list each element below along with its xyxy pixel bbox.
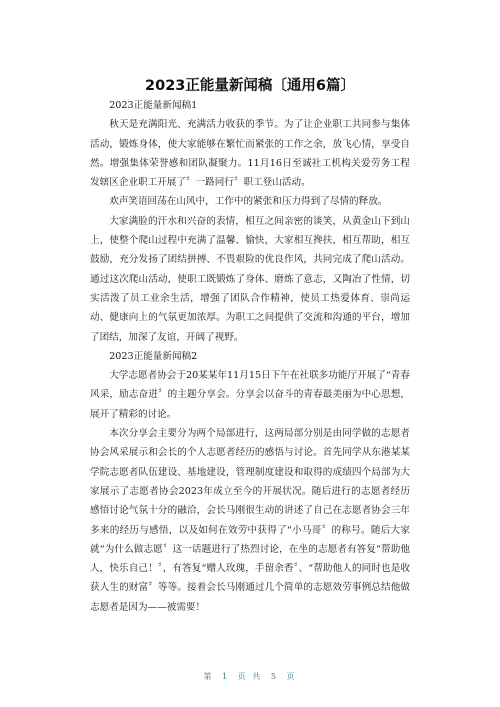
section-heading-1: 2023正能量新闻稿1 xyxy=(109,100,198,111)
section-heading-2: 2023正能量新闻稿2 xyxy=(109,350,198,362)
document-title: 2023正能量新闻稿〔通用6篇〕 xyxy=(145,78,355,94)
footer-prefix: 第 xyxy=(203,672,214,681)
paragraph: 大家满脸的汗水和兴奋的表情，相互之间亲密的谈笑，从黄金山下到山上，使整个爬山过程中充满了温馨、愉快，大家相互搀扶，相互帮助，相互鼓励，充分发扬了团结拼搏、不畏艰险的优良作风，共同完成了爬山活动。通过这次爬山活动，使职工既锻炼了身体、磨炼了意志，又陶冶了性情，切实活泼了员工业余生活，增强了团队合作精神，使员工热爱体育、崇尚运动、健康向上的气氛更加浓厚。为职工之间提供了交流和沟通的平台，增加了团结，加深了友谊，开阔了视野。 xyxy=(90,215,410,343)
page-number-footer xyxy=(0,671,500,683)
footer-suffix: 页 xyxy=(286,672,297,681)
paragraph: 大学志愿者协会于20某某年11月15日下午在社联多功能厅开展了“青春风采，励志奋进〞的主题分享会。分享会以奋斗的青春最美丽为中心思想，展开了精彩的讨论。 xyxy=(90,370,410,420)
document-body xyxy=(90,96,410,617)
paragraph: 本次分享会主要分为两个局部进行，这两局部分别是由同学做的志愿者协会风采展示和会长的个人志愿者经历的感悟与讨论。首先同学从东港某某学院志愿者队伍建设、基地建设，管理制度建设和取得的成绩四个局部为大家展示了志愿者协会2023年成立至今的开展状况。随后进行的志愿者经历感悟讨论气氛十分的融洽，会长马刚很生动的讲述了自己在志愿者协会三年多来的经历与感悟，以及如何在效劳中获得了“小马哥〞的称号。随后大家就“为什么做志愿〞这一话题进行了热烈讨论，在坐的志愿者有答复“帮助他人，快乐自己！〞，有答复“赠人玫瑰，手留余香〞、“帮助他人的同时也是收获人生的财富〞等等。接着会长马刚通过几个简单的志愿效劳事例总结他做志愿者是因为——被需要！ xyxy=(90,428,410,613)
current-page-number: 1 xyxy=(222,672,230,681)
total-pages-number: 5 xyxy=(270,672,278,681)
paragraph: 秋天是充满阳光、充满活力收获的季节。为了让企业职工共同参与集体活动，锻炼身体，使大家能够在繁忙而紧张的工作之余，放飞心情，享受自然。增强集体荣誉感和团队凝聚力。11月16日至诚社工机构关爱劳务工程发辖区企业职工开展了〞一路同行〞职工登山活动。 xyxy=(90,119,410,189)
footer-middle: 页 共 xyxy=(237,672,263,681)
paragraph: 欢声笑语回荡在山风中，工作中的紧张和压力得到了尽情的释放。 xyxy=(109,196,388,208)
